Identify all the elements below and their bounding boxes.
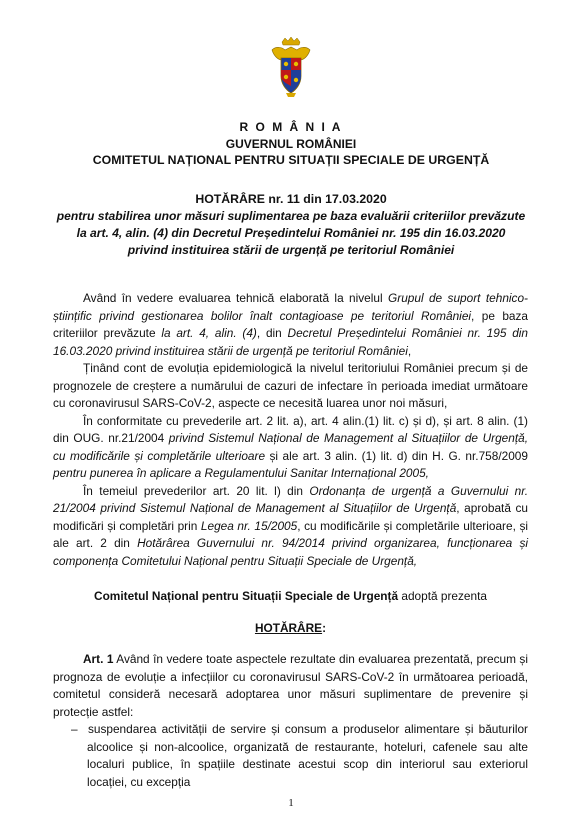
- decision-word: HOTĂRÂRE: [254, 620, 323, 635]
- page-number: 1: [288, 797, 294, 809]
- italic-text: Legea nr. 15/2005: [200, 518, 298, 533]
- text: Având în vedere evaluarea tehnică elaborată la nivelul: [83, 291, 389, 305]
- adoption-line: [53, 588, 528, 606]
- decision-heading: [53, 620, 528, 638]
- text: ,: [407, 343, 412, 358]
- bullet-text: suspendarea activității de servire și consum a produselor alimentare și băuturilor alcoolice și non-alcoolice, organizată de restaurante, hoteluri, cafenele sau alte localuri publice, în spațiile destinate acestui scop din interiorul sau exteriorul locației, cu excepția: [87, 722, 528, 789]
- text: și ale art. 3 alin. (1) lit. d) din H. G. nr.758/2009: [265, 448, 528, 463]
- italic-text: Ordonanța de urgență a Guvernului nr. 21/2004 privind Sistemul Național de Management al Situațiilor de Urgență: [53, 483, 528, 515]
- article-1: [53, 651, 528, 721]
- paragraph-evaluation: [53, 290, 528, 360]
- italic-text: Grupul de suport tehnico-științific privind gestionarea bolilor înalt contagioase pe teritoriul României: [53, 291, 528, 323]
- text: , din: [256, 326, 288, 340]
- italic-text: Decretul Președintelui României nr. 195 din 16.03.2020 privind instituirea stării de urgență pe teritoriul României: [53, 326, 529, 358]
- document-body: [53, 290, 528, 791]
- text: În conformitate cu prevederile art. 2 lit. a), art. 4 alin.(1) lit. c) și d), și art. 8 alin. (1) din OUG. nr.21/2004: [53, 413, 528, 445]
- italic-text: pentru punerea în aplicare a Regulamentului Sanitar Internațional 2005,: [53, 466, 429, 480]
- bullet-item: [53, 721, 528, 791]
- text: În temeiul prevederilor art. 20 lit. l) din: [83, 483, 310, 498]
- paragraph-pursuant: [53, 483, 528, 571]
- article-label: Art. 1: [83, 652, 114, 666]
- italic-text: privind Sistemul Național de Management al Situațiilor de Urgență, cu modificările și completările ulterioare: [53, 431, 528, 463]
- colon: :: [322, 620, 327, 635]
- text: , aprobată cu modificări și completări prin: [53, 501, 529, 533]
- text: , pe baza criteriilor prevăzute: [53, 308, 529, 340]
- coat-of-arms-icon: [270, 36, 312, 98]
- committee-heading: COMITETUL NAȚIONAL PENTRU SITUAȚII SPECIALE DE URGENȚĂ: [92, 153, 490, 167]
- text: adoptă prezenta: [398, 589, 487, 603]
- paragraph-legal-basis: [53, 413, 528, 483]
- article-text: Având în vedere toate aspectele rezultate din evaluarea prezentată, precum și prognoza de evoluție a infecțiilor cu coronavirusul SARS-CoV-2 în următoarea perioadă, comitetul consideră necesară adoptarea unor măsuri suplimentare de prevenire și protecție astfel:: [53, 652, 528, 719]
- country-heading: R O M Â N I A: [239, 120, 343, 134]
- italic-text: Hotărârea Guvernului nr. 94/2014 privind organizarea, funcționarea și componența Comitetului Național pentru Situații Speciale de Urgență,: [53, 536, 529, 568]
- government-heading: GUVERNUL ROMÂNIEI: [225, 137, 357, 151]
- committee-name: Comitetul Național pentru Situații Speciale de Urgență: [94, 589, 399, 603]
- italic-text: la art. 4, alin. (4): [161, 326, 257, 340]
- decision-subtitle: pentru stabilirea unor măsuri suplimentarea pe baza evaluării criteriilor prevăzute la art. 4, alin. (4) din Decretul Președintelui României nr. 195 din 16.03.2020 privind instituirea stării de urgență pe teritoriul României: [56, 209, 526, 257]
- paragraph-epidemiology: Ținând cont de evoluția epidemiologică la nivelul teritoriului României precum și de prognozele de creștere a numărului de cazuri de infectare în perioada imediat următoare cu coronavirusul SARS-CoV-2, aspecte ce necesită luarea unor noi măsuri,: [53, 361, 528, 410]
- text: , cu modificările și completările ulterioare, și ale art. 2 din: [53, 518, 528, 550]
- decision-title: HOTĂRÂRE nr. 11 din 17.03.2020: [195, 192, 387, 206]
- dash-bullet: –: [71, 722, 78, 736]
